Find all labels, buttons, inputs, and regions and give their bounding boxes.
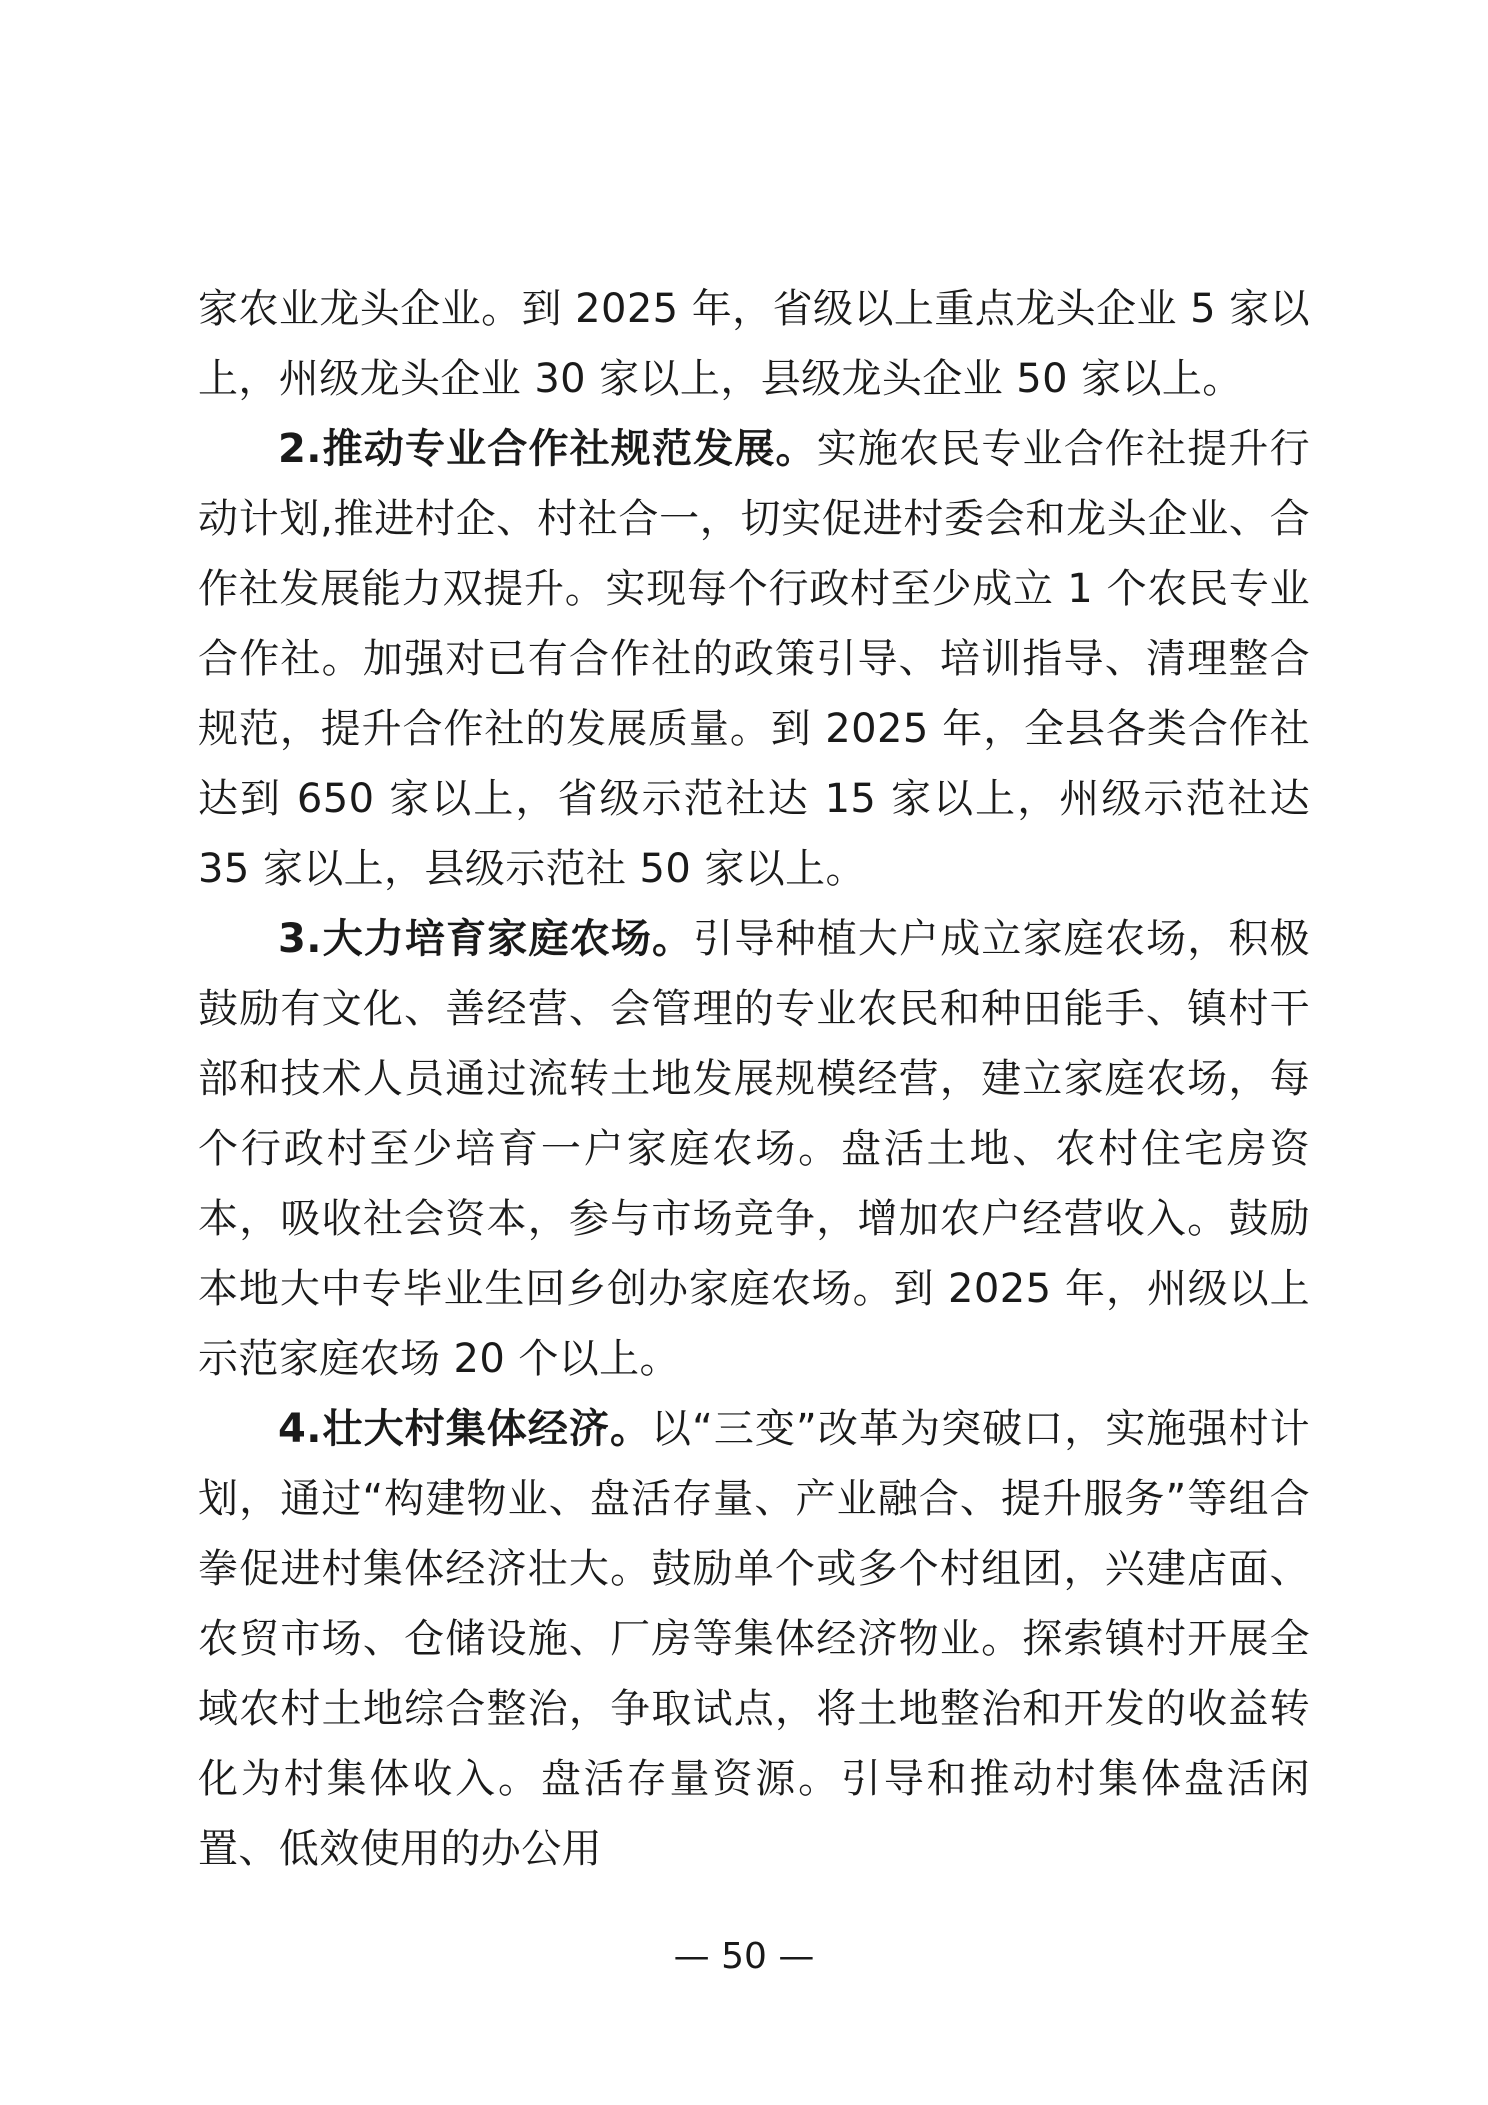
paragraph-3-heading: 3.大力培育家庭农场。	[278, 916, 694, 962]
page-number: — 50 —	[673, 1936, 815, 1977]
paragraph-4-text: 以“三变”改革为突破口，实施强村计划，通过“构建物业、盘活存量、产业融合、提升服务”等组合拳促进村集体经济壮大。鼓励单个或多个村组团，兴建店面、农贸市场、仓储设施、厂房等集体经济物业。探索镇村开展全域农村土地综合整治，争取试点，将土地整治和开发的收益转化为村集体收入。盘活存量资源。引导和推动村集体盘活闲置、低效使用的办公用	[198, 1406, 1310, 1872]
paragraph-3	[198, 904, 1310, 1394]
paragraph-2-heading: 2.推动专业合作社规范发展。	[278, 426, 817, 472]
paragraph-1	[198, 274, 1310, 414]
document-body	[198, 274, 1310, 1884]
paragraph-2	[198, 414, 1310, 904]
paragraph-2-text: 实施农民专业合作社提升行动计划,推进村企、村社合一，切实促进村委会和龙头企业、合作社发展能力双提升。实现每个行政村至少成立 1 个农民专业合作社。加强对已有合作社的政策引导、培训指导、清理整合规范，提升合作社的发展质量。到 2025 年，全县各类合作社达到 650 家以上，省级示范社达 15 家以上，州级示范社达 35 家以上，县级示范社 50 家以上。	[198, 426, 1310, 892]
paragraph-3-text: 引导种植大户成立家庭农场，积极鼓励有文化、善经营、会管理的专业农民和种田能手、镇村干部和技术人员通过流转土地发展规模经营，建立家庭农场，每个行政村至少培育一户家庭农场。盘活土地、农村住宅房资本，吸收社会资本，参与市场竞争，增加农户经营收入。鼓励本地大中专毕业生回乡创办家庭农场。到 2025 年，州级以上示范家庭农场 20 个以上。	[198, 916, 1310, 1382]
paragraph-4	[198, 1394, 1310, 1884]
paragraph-4-heading: 4.壮大村集体经济。	[278, 1406, 652, 1452]
paragraph-1-text: 家农业龙头企业。到 2025 年，省级以上重点龙头企业 5 家以上，州级龙头企业 30 家以上，县级龙头企业 50 家以上。	[198, 286, 1310, 402]
